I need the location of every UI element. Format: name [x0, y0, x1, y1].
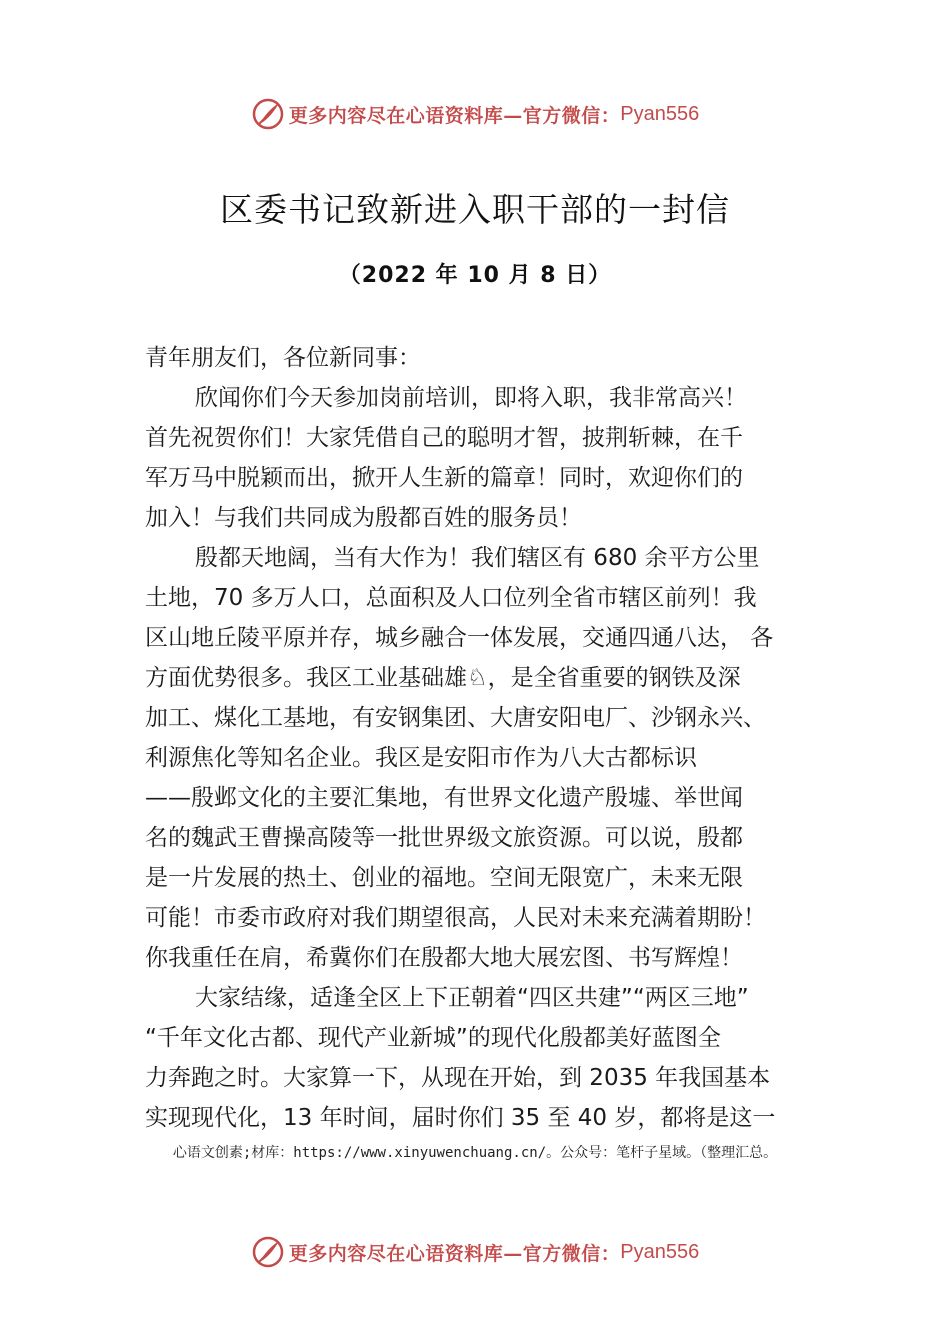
banner-text: 更多内容尽在心语资料库—官方微信：	[288, 1242, 621, 1265]
paragraph-line: 土地，70 多万人口，总面积及人口位列全省市辖区前列！我	[145, 585, 757, 611]
paragraph-line: 你我重任在肩，希冀你们在殷都大地大展宏图、书写辉煌！	[145, 945, 743, 971]
paragraph-line: 殷都天地阔，当有大作为！我们辖区有 680 余平方公里	[195, 545, 760, 571]
paragraph-line: 大家结缘，适逢全区上下正朝着“四区共建”“两区三地”	[195, 985, 749, 1011]
paragraph-line: 可能！市委市政府对我们期望很高，人民对未来充满着期盼！	[145, 905, 766, 931]
source-footnote: 心语文创素;材库：https://www.xinyuwenchuang.cn/。公众号：笔杆子星域。（整理汇总。	[172, 1145, 778, 1161]
paragraph-line: 力奔跑之时。大家算一下，从现在开始，到 2035 年我国基本	[145, 1065, 771, 1091]
bottom-banner	[0, 1232, 950, 1272]
paragraph-line: 方面优势很多。我区工业基础雄♘，是全省重要的钢铁及深	[145, 665, 741, 691]
banner-text: 更多内容尽在心语资料库—官方微信：	[288, 104, 621, 127]
paragraph-line: 加工、煤化工基地，有安钢集团、大唐安阳电厂、沙钢永兴、	[145, 705, 766, 731]
letter-body	[145, 338, 825, 1138]
paragraph-line: 实现现代化，13 年时间，届时你们 35 至 40 岁，都将是这一	[145, 1105, 776, 1131]
paragraph-line: 加入！与我们共同成为殷都百姓的服务员！	[145, 505, 582, 531]
paragraph-line: 军万马中脱颖而出，掀开人生新的篇章！同时，欢迎你们的	[145, 465, 743, 491]
letter-date: （2022 年 10 月 8 日）	[338, 263, 612, 288]
paragraph-line: 首先祝贺你们！大家凭借自己的聪明才智，披荆斩棘，在千	[145, 425, 743, 451]
paragraph-line: 区山地丘陵平原并存，城乡融合一体发展，交通四通八达， 各	[145, 625, 774, 651]
quill-pen-icon	[251, 1235, 285, 1269]
paragraph-line: 欣闻你们今天参加岗前培训，即将入职，我非常高兴！	[195, 385, 747, 411]
quill-pen-icon	[251, 97, 285, 131]
paragraph-line: 名的魏武王曹操高陵等一批世界级文旅资源。可以说，殷都	[145, 825, 743, 851]
salutation-line: 青年朋友们，各位新同事：	[145, 345, 421, 371]
paragraph-line: ——殷邺文化的主要汇集地，有世界文化遗产殷墟、举世闻	[145, 785, 743, 811]
top-banner	[0, 94, 950, 134]
paragraph-line: 利源焦化等知名企业。我区是安阳市作为八大古都标识	[145, 745, 697, 771]
letter-title: 区委书记致新进入职干部的一封信	[220, 190, 730, 229]
paragraph-line: 是一片发展的热土、创业的福地。空间无限宽广，未来无限	[145, 865, 743, 891]
paragraph-line: “千年文化古都、现代产业新城”的现代化殷都美好蓝图全	[145, 1025, 721, 1051]
banner-wechat-id: Pyan556	[620, 1240, 700, 1263]
banner-wechat-id: Pyan556	[620, 102, 700, 125]
